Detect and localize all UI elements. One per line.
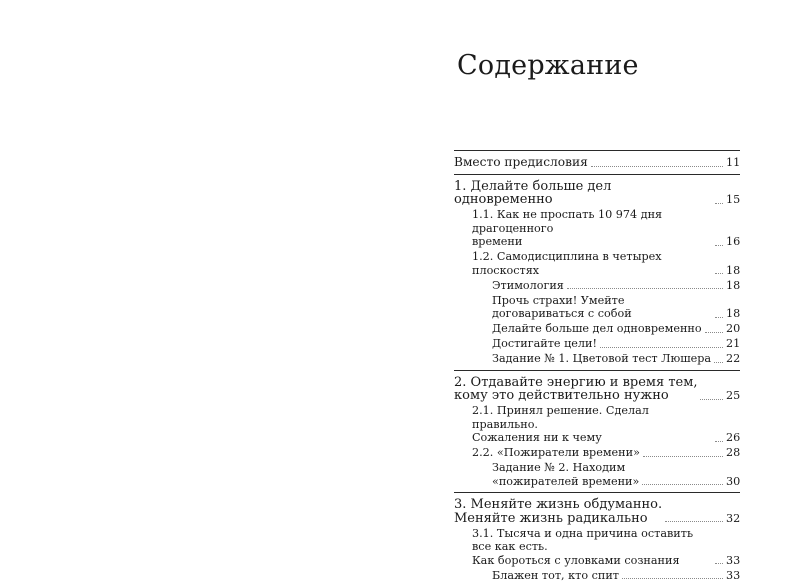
leader-dots <box>715 563 723 564</box>
toc-page-number: 33 <box>726 568 741 582</box>
toc-entry[interactable] <box>454 322 740 336</box>
section-divider <box>454 174 740 175</box>
toc-section-chapter-3 <box>454 498 740 582</box>
toc-entry[interactable] <box>454 461 740 488</box>
toc-entry-title: Блажен тот, кто спит <box>492 568 619 582</box>
toc-entry[interactable] <box>454 208 740 249</box>
toc-entry[interactable] <box>454 527 740 568</box>
toc-entry-title: 2. Отдавайте энергию и время тем, кому это действительно нужно <box>454 374 698 403</box>
toc-page-number: 21 <box>726 337 741 350</box>
toc-page-number: 28 <box>726 446 741 459</box>
leader-dots <box>591 166 723 167</box>
toc-page-number: 16 <box>726 235 741 248</box>
toc-entry-title: Задание № 1. Цветовой тест Люшера <box>492 352 712 365</box>
toc-page-number: 18 <box>726 278 741 292</box>
toc-chapter-entry[interactable] <box>454 180 740 207</box>
toc-entry-title: 2.1. Принял решение. Сделал правильно. Сожаления ни к чему <box>472 404 712 445</box>
leader-dots <box>643 456 723 457</box>
toc-page-number: 15 <box>726 193 741 206</box>
table-of-contents <box>454 150 740 586</box>
toc-page-number: 26 <box>726 431 741 444</box>
leader-dots <box>714 362 723 363</box>
section-divider <box>454 150 740 151</box>
toc-section-chapter-2 <box>454 376 740 489</box>
leader-dots <box>567 288 723 289</box>
toc-entry-title: Достигайте цели! <box>492 337 597 350</box>
toc-chapter-entry[interactable] <box>454 498 740 525</box>
page-title: Содержание <box>457 50 639 81</box>
toc-page-number: 25 <box>726 389 741 402</box>
toc-entry-title: 2.2. «Пожиратели времени» <box>472 446 640 459</box>
leader-dots <box>715 441 723 442</box>
leader-dots <box>715 273 723 274</box>
toc-page-number: 22 <box>726 352 741 365</box>
toc-entry-title: 1.2. Самодисциплина в четырех плоскостях <box>472 250 712 277</box>
toc-page-number: 11 <box>726 156 741 169</box>
leader-dots <box>715 317 723 318</box>
toc-page-number: 30 <box>726 474 741 488</box>
leader-dots <box>715 245 723 246</box>
leader-dots <box>705 332 723 333</box>
toc-entry[interactable] <box>454 279 740 293</box>
toc-entry-title: 1.1. Как не проспать 10 974 дня драгоценного времени <box>472 208 712 249</box>
toc-entry[interactable] <box>454 352 740 366</box>
toc-entry[interactable] <box>454 250 740 277</box>
toc-page-number: 18 <box>726 263 741 277</box>
toc-entry[interactable] <box>454 156 740 170</box>
toc-entry[interactable] <box>454 569 740 583</box>
leader-dots <box>665 521 723 522</box>
toc-entry[interactable] <box>454 446 740 460</box>
toc-entry-title: Делайте больше дел одновременно <box>492 322 702 335</box>
section-divider <box>454 370 740 371</box>
leader-dots <box>715 203 723 204</box>
toc-page-number: 33 <box>726 553 741 567</box>
toc-entry[interactable] <box>454 294 740 321</box>
toc-entry[interactable] <box>454 404 740 445</box>
toc-chapter-entry[interactable] <box>454 376 740 403</box>
toc-entry-title: Вместо предисловия <box>454 155 588 169</box>
toc-section-intro <box>454 156 740 170</box>
toc-entry[interactable] <box>454 337 740 351</box>
toc-entry-title: Задание № 2. Находим «пожирателей времени» <box>492 461 640 488</box>
toc-entry-title: 3.1. Тысяча и одна причина оставить все как есть. Как бороться с уловками сознания <box>472 527 712 568</box>
toc-entry-title: Этимология <box>492 278 564 292</box>
leader-dots <box>622 578 723 579</box>
leader-dots <box>600 347 723 348</box>
section-divider <box>454 492 740 493</box>
leader-dots <box>642 484 723 485</box>
toc-entry-title: 3. Меняйте жизнь обдуманно. Меняйте жизнь радикально <box>454 497 663 526</box>
toc-page-number: 18 <box>726 307 741 320</box>
toc-page-number: 20 <box>726 322 741 335</box>
toc-entry-title: 1. Делайте больше дел одновременно <box>454 180 712 207</box>
toc-page-number: 32 <box>726 511 741 525</box>
toc-section-chapter-1 <box>454 180 740 366</box>
leader-dots <box>700 399 723 400</box>
toc-entry-title: Прочь страхи! Умейте договариваться с собой <box>492 294 712 321</box>
